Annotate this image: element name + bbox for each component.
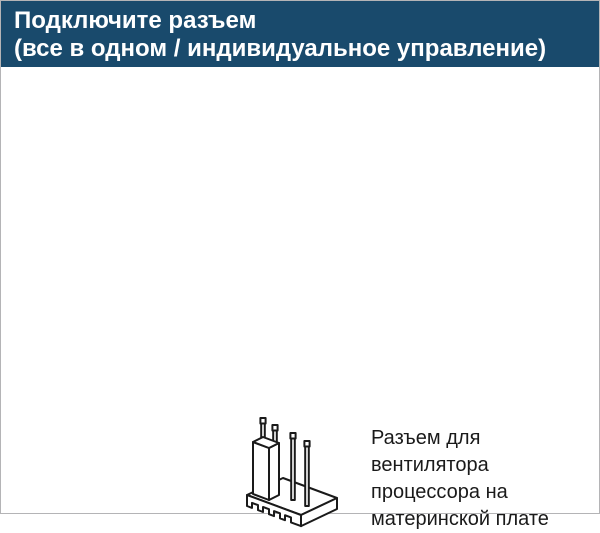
caption-line: материнской плате — [371, 508, 549, 530]
connector-caption — [371, 425, 586, 533]
slide-body — [1, 67, 599, 530]
caption-line: Разъем для — [371, 427, 481, 449]
header-title-line2: (все в одном / индивидуальное управление) — [14, 35, 547, 62]
latch-wall-front — [253, 442, 269, 500]
pin4-shaft — [305, 447, 309, 507]
header-bar — [1, 1, 599, 67]
connector-line-art-group — [247, 418, 337, 526]
pin3-shaft — [291, 439, 295, 501]
header-title-line1: Подключите разъем — [14, 7, 257, 34]
fan-header-connector-icon — [245, 416, 345, 531]
caption-line: вентилятора — [371, 454, 489, 476]
latch-wall-side — [269, 443, 279, 500]
caption-line: процессора на — [371, 481, 508, 503]
